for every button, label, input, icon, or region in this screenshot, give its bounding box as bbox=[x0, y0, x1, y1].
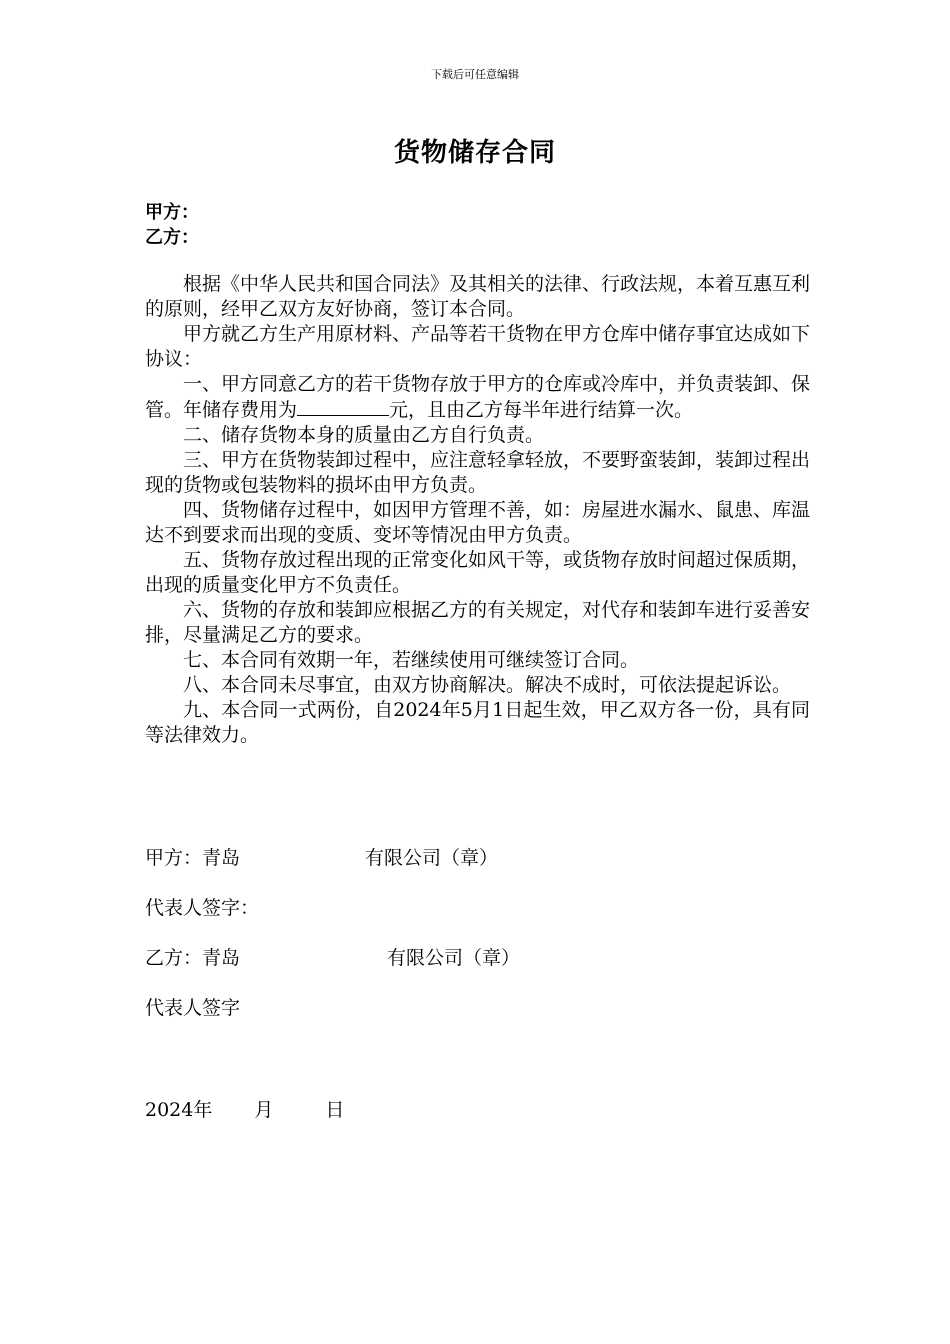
contract-body bbox=[145, 272, 810, 748]
document-title: 货物储存合同 bbox=[393, 138, 556, 168]
paragraph-intro: 根据《中华人民共和国合同法》及其相关的法律、行政法规，本着互惠互利的原则，经甲乙双方友好协商，签订本合同。 bbox=[145, 273, 811, 320]
signing-date bbox=[145, 1095, 344, 1122]
party-b-company-suffix: 有限公司（章） bbox=[387, 947, 521, 969]
clause-6: 六、货物的存放和装卸应根据乙方的有关规定，对代存和装卸车进行妥善安排，尽量满足乙方的要求。 bbox=[145, 599, 811, 646]
clause-3: 三、甲方在货物装卸过程中，应注意轻拿轻放，不要野蛮装卸，装卸过程出现的货物或包装物料的损坏由甲方负责。 bbox=[145, 449, 811, 496]
clause-7: 七、本合同有效期一年，若继续使用可继续签订合同。 bbox=[183, 649, 640, 671]
party-a-signature-line bbox=[145, 846, 498, 871]
clause-1-text-before: 一、甲方同意乙方的若干货物存放于甲方的仓库或冷库中，并负责装卸、保管。年储存费用为 bbox=[145, 373, 811, 421]
clause-4: 四、货物储存过程中，如因甲方管理不善，如：房屋进水漏水、鼠患、库温达不到要求而出现的变质、变坏等情况由甲方负责。 bbox=[145, 499, 811, 546]
party-a-label: 甲方： bbox=[145, 202, 199, 223]
clause-5: 五、货物存放过程出现的正常变化如风干等，或货物存放时间超过保质期，出现的质量变化甲方不负责任。 bbox=[145, 549, 811, 596]
party-b-label: 乙方： bbox=[145, 227, 199, 248]
clause-8: 八、本合同未尽事宜，由双方协商解决。解决不成时，可依法提起诉讼。 bbox=[183, 674, 792, 696]
clause-2: 二、储存货物本身的质量由乙方自行负责。 bbox=[183, 424, 545, 446]
date-month: 月 bbox=[254, 1099, 274, 1121]
party-b-representative: 代表人签字 bbox=[145, 997, 241, 1019]
party-b-signature-line bbox=[145, 946, 520, 971]
party-b-company-prefix: 乙方：青岛 bbox=[145, 947, 241, 969]
storage-fee-blank bbox=[297, 397, 389, 416]
clause-1-text-after: 元，且由乙方每半年进行结算一次。 bbox=[389, 399, 694, 421]
date-day: 日 bbox=[325, 1099, 345, 1121]
paragraph-agreement: 甲方就乙方生产用原材料、产品等若干货物在甲方仓库中储存事宜达成如下协议： bbox=[145, 323, 811, 370]
party-a-representative: 代表人签字： bbox=[145, 897, 260, 919]
header-note: 下载后可任意编辑 bbox=[431, 68, 519, 81]
party-a-company-suffix: 有限公司（章） bbox=[365, 847, 499, 869]
party-a-company-prefix: 甲方：青岛 bbox=[145, 847, 241, 869]
date-year: 2024年 bbox=[145, 1099, 213, 1121]
clause-1 bbox=[145, 372, 810, 423]
clause-9: 九、本合同一式两份，自2024年5月1日起生效，甲乙双方各一份，具有同等法律效力。 bbox=[145, 699, 810, 746]
